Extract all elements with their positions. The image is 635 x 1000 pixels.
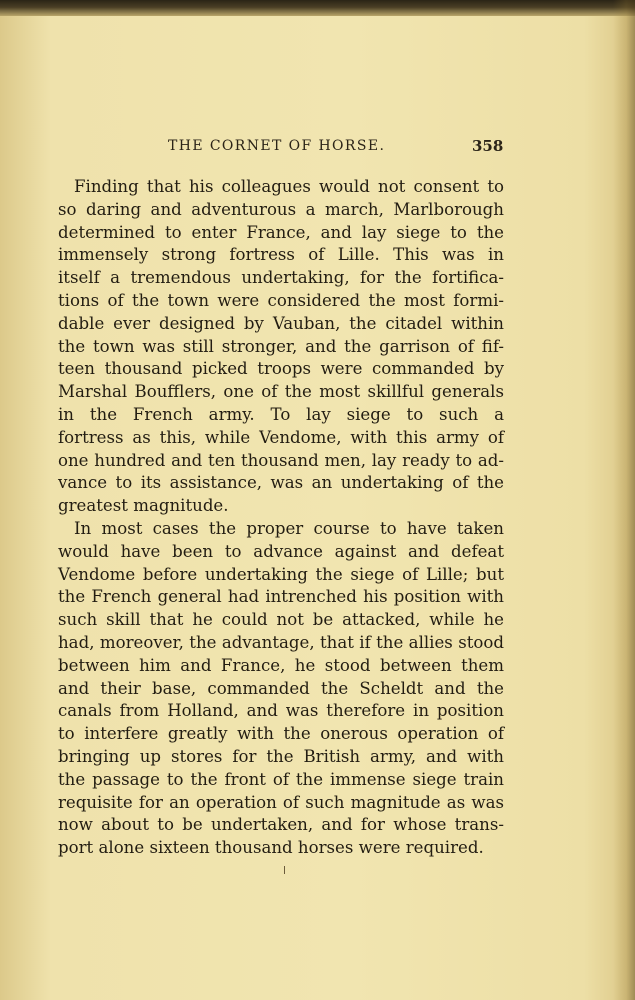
text-line: between him and France, he stood between them (58, 655, 504, 675)
text-line: and their base, commanded the Scheldt and the (58, 678, 504, 698)
text-line: requisite for an operation of such magnitude as was (58, 792, 504, 812)
body-text (58, 176, 504, 860)
text-line: so daring and adventurous a march, Marlborough (58, 199, 504, 219)
text-line: to interfere greatly with the onerous operation of (58, 724, 504, 744)
text-line: the passage to the front of the immense siege train (58, 769, 504, 789)
running-head: THE CORNET OF HORSE. (168, 138, 386, 154)
text-line: port alone sixteen thousand horses were required. (58, 838, 484, 858)
ink-mark (284, 866, 285, 874)
text-line: greatest magnitude. (58, 496, 229, 516)
text-line: dable ever designed by Vauban, the citadel within (58, 313, 504, 333)
text-line: Vendome before undertaking the siege of Lille; but (58, 564, 504, 584)
paragraph-2 (58, 518, 504, 860)
text-line: the French general had intrenched his position with (58, 587, 504, 607)
text-line: Finding that his colleagues would not consent to (74, 177, 504, 196)
page-top-edge (0, 0, 635, 16)
page-number: 358 (472, 137, 504, 155)
text-line: one hundred and ten thousand men, lay ready to ad- (58, 450, 504, 470)
text-line: had, moreover, the advantage, that if the allies stood (58, 632, 504, 652)
page-header (0, 138, 635, 160)
text-line: now about to be undertaken, and for whose trans- (58, 815, 504, 835)
text-line: itself a tremendous undertaking, for the fortifica- (58, 268, 504, 288)
text-line: would have been to advance against and defeat (58, 541, 504, 561)
text-line: such skill that he could not be attacked, while he (58, 610, 504, 630)
text-line: Marshal Boufflers, one of the most skillful generals (58, 382, 504, 402)
text-line: canals from Holland, and was therefore in position (58, 701, 504, 721)
text-line: immensely strong fortress of Lille. This was in (58, 245, 504, 265)
text-line: fortress as this, while Vendome, with this army of (58, 427, 504, 447)
text-line: In most cases the proper course to have taken (74, 518, 504, 538)
text-line: vance to its assistance, was an undertaking of the (58, 473, 504, 493)
text-line: determined to enter France, and lay siege to the (58, 222, 504, 242)
text-line: in the French army. To lay siege to such a (58, 404, 504, 424)
text-line: teen thousand picked troops were commanded by (58, 359, 504, 379)
text-line: tions of the town were considered the most formi- (58, 290, 504, 310)
text-line: bringing up stores for the British army, and with (58, 746, 504, 766)
paragraph-1 (58, 176, 504, 518)
text-line: the town was still stronger, and the garrison of fif- (58, 336, 504, 356)
